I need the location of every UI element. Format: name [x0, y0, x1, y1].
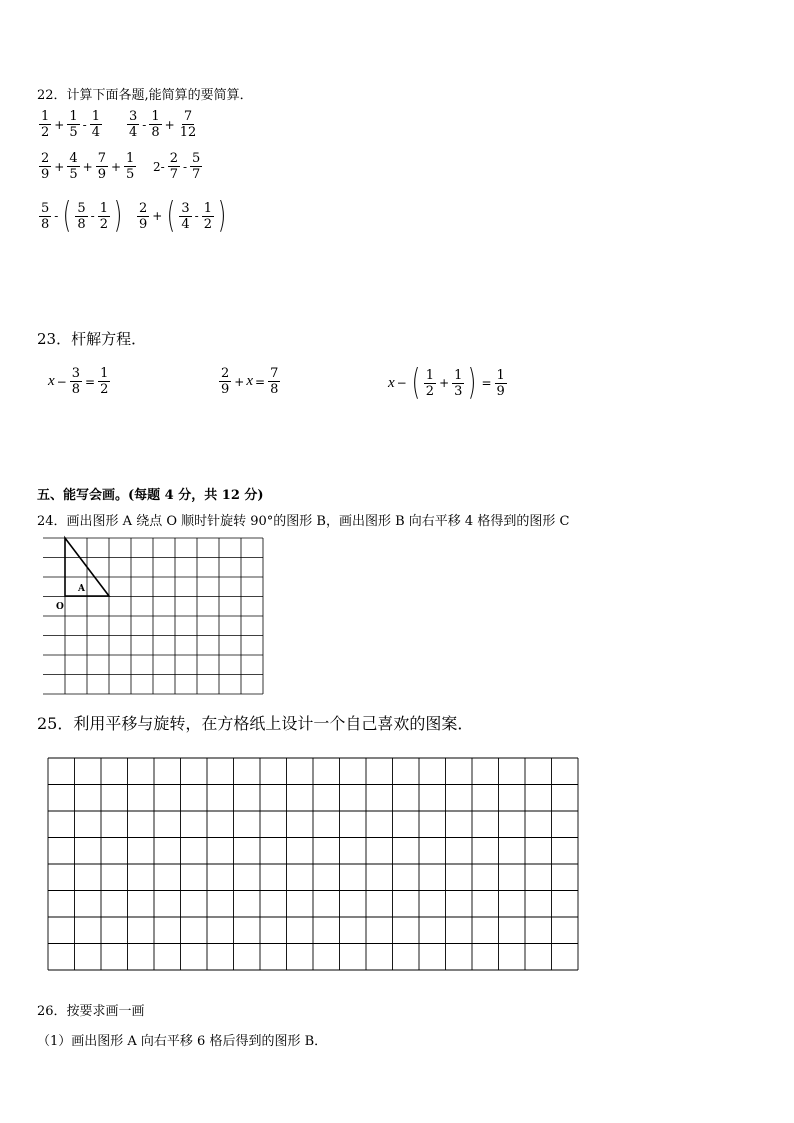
fraction: $\frac{2}{9}$ [139, 200, 148, 232]
q23-equation-1: x − $\frac{3}{8}$ = $\frac{1}{2}$ [48, 366, 109, 397]
fraction: $\frac{1}{8}$ [151, 109, 160, 140]
label-a: A [78, 584, 85, 594]
right-paren: ) [468, 362, 477, 403]
q22-expr-4: 2- $\frac{2}{7}$ - $\frac{5}{7}$ [153, 151, 201, 182]
section-5-title: 五、能写会画。(每题 4 分，共 12 分) [37, 488, 264, 503]
left-paren: ( [167, 195, 176, 236]
fraction: $\frac{1}{3}$ [454, 367, 463, 399]
q22-title: 22．计算下面各题,能简算的要简算． [37, 88, 253, 103]
fraction: $\frac{2}{7}$ [169, 151, 178, 182]
fraction: $\frac{7}{12}$ [179, 109, 197, 140]
fraction: $\frac{4}{5}$ [69, 151, 78, 182]
q25-title: 25．利用平移与旋转，在方格纸上设计一个自己喜欢的图案． [37, 714, 474, 733]
left-paren: ( [411, 362, 420, 403]
q22-expr-3: $\frac{2}{9}$ + $\frac{4}{5}$ + $\frac{7}{9}$ + $\frac{1}{5}$ [41, 151, 135, 182]
fraction: $\frac{7}{9}$ [97, 151, 106, 182]
fraction: $\frac{1}{2}$ [203, 200, 213, 232]
fraction: $\frac{2}{9}$ [41, 151, 50, 182]
q25-grid[interactable] [47, 757, 580, 972]
q23-title: 23．杆解方程． [37, 330, 147, 348]
q22-expr-1: $\frac{1}{2}$ + $\frac{1}{5}$ - $\frac{1}{4}$ [41, 109, 100, 140]
fraction: $\frac{1}{2}$ [100, 366, 109, 397]
fraction: $\frac{5}{8}$ [41, 200, 50, 232]
q24-title: 24．画出图形 A 绕点 O 顺时针旋转 90°的图形 B，画出图形 B 向右平移 4 格得到的图形 C [37, 514, 570, 529]
q24-grid[interactable] [38, 534, 270, 696]
fraction: $\frac{1}{2}$ [425, 367, 435, 399]
q26-subquestion-1: （1）画出图形 A 向右平移 6 格后得到的图形 B． [37, 1034, 328, 1049]
q22-expr-2: $\frac{3}{4}$ - $\frac{1}{8}$ + $\frac{7}{12}$ [129, 109, 197, 140]
fraction: $\frac{2}{9}$ [221, 366, 230, 397]
left-paren: ( [63, 195, 72, 236]
fraction: $\frac{3}{4}$ [181, 200, 190, 232]
fraction: $\frac{1}{4}$ [91, 109, 100, 140]
q22-expr-5: $\frac{5}{8}$ - ( $\frac{5}{8}$ - $\frac{1}{2}$ ) [41, 195, 123, 236]
fraction: $\frac{7}{8}$ [270, 366, 279, 397]
fraction: $\frac{5}{8}$ [77, 200, 86, 232]
fraction: $\frac{5}{7}$ [192, 151, 201, 182]
q23-equation-2: $\frac{2}{9}$ + x = $\frac{7}{8}$ [221, 366, 279, 397]
fraction: $\frac{3}{8}$ [71, 366, 81, 397]
label-o: O [56, 602, 64, 612]
q26-title: 26．按要求画一画 [37, 1004, 145, 1019]
q22-expr-6: $\frac{2}{9}$ + ( $\frac{3}{4}$ - $\frac{1}{2}$ ) [139, 195, 227, 236]
fraction: $\frac{1}{2}$ [41, 109, 50, 140]
q23-equation-3: x − ( $\frac{1}{2}$ + $\frac{1}{3}$ ) = $\frac{1}{9}$ [388, 362, 505, 403]
fraction: $\frac{1}{5}$ [126, 151, 135, 182]
fraction: $\frac{1}{9}$ [496, 367, 505, 399]
fraction: $\frac{1}{5}$ [69, 109, 78, 140]
fraction: $\frac{3}{4}$ [129, 109, 138, 140]
fraction: $\frac{1}{2}$ [99, 200, 109, 232]
right-paren: ) [217, 195, 227, 236]
right-paren: ) [113, 195, 123, 236]
